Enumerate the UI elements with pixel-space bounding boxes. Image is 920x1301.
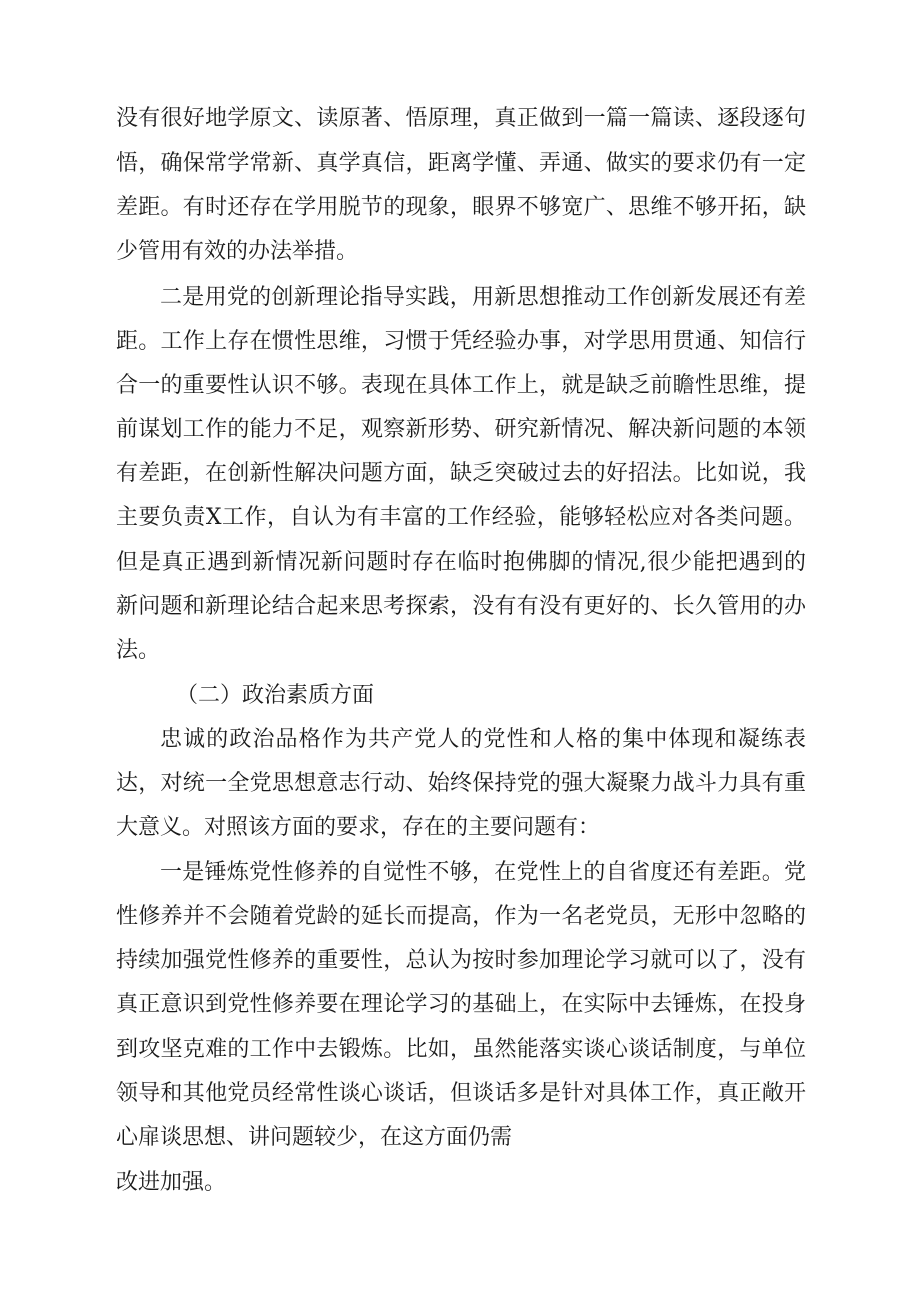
text-line: 没有很好地学原文、读原著、悟原理，真正做到一篇一篇读、逐段逐句 xyxy=(116,106,806,131)
paragraph-first-line: 一是锤炼党性修养的自觉性不够，在党性上的自省度还有差距。党 xyxy=(160,860,806,885)
text-line: 性修养并不会随着党龄的延长而提高，作为一名老党员，无形中忽略的 xyxy=(116,904,806,929)
section-heading: （二）政治素质方面 xyxy=(176,683,375,708)
text-line: 新问题和新理论结合起来思考探索，没有有没有更好的、长久管用的办 xyxy=(116,594,806,619)
text-line: 到攻坚克难的工作中去锻炼。比如，虽然能落实谈心谈话制度，与单位 xyxy=(116,1037,806,1062)
text-line: 差距。有时还存在学用脱节的现象，眼界不够宽广、思维不够开拓，缺 xyxy=(116,195,806,220)
text-line: 主要负责X工作，自认为有丰富的工作经验，能够轻松应对各类问题。 xyxy=(116,505,806,530)
paragraph-first-line: 二是用党的创新理论指导实践，用新思想推动工作创新发展还有差 xyxy=(160,285,806,310)
text-line: 有差距，在创新性解决问题方面，缺乏突破过去的好招法。比如说，我 xyxy=(116,461,806,486)
text-line: 大意义。对照该方面的要求，存在的主要问题有： xyxy=(116,815,601,840)
text-line: 合一的重要性认识不够。表现在具体工作上，就是缺乏前瞻性思维，提 xyxy=(116,373,806,398)
text-line: 心扉谈思想、讲问题较少，在这方面仍需 xyxy=(116,1125,513,1150)
text-line: 悟，确保常学常新、真学真信，距离学懂、弄通、做实的要求仍有一定 xyxy=(116,151,806,176)
paragraph-first-line: 忠诚的政治品格作为共产党人的党性和人格的集中体现和凝练表 xyxy=(160,727,806,752)
text-line: 真正意识到党性修养要在理论学习的基础上，在实际中去锤炼，在投身 xyxy=(116,992,806,1017)
text-line: 改进加强。 xyxy=(116,1170,227,1195)
text-line: 少管用有效的办法举措。 xyxy=(116,239,359,264)
text-line: 法。 xyxy=(116,638,161,663)
text-line: 距。工作上存在惯性思维，习惯于凭经验办事，对学思用贯通、知信行 xyxy=(116,329,806,354)
text-line: 持续加强党性修养的重要性，总认为按时参加理论学习就可以了，没有 xyxy=(116,948,806,973)
text-line: 达，对统一全党思想意志行动、始终保持党的强大凝聚力战斗力具有重 xyxy=(116,771,806,796)
text-line: 前谋划工作的能力不足，观察新形势、研究新情况、解决新问题的本领 xyxy=(116,417,806,442)
text-line: 但是真正遇到新情况新问题时存在临时抱佛脚的情况,很少能把遇到的 xyxy=(116,550,806,575)
text-line: 领导和其他党员经常性谈心谈话，但谈话多是针对具体工作，真正敞开 xyxy=(116,1081,806,1106)
